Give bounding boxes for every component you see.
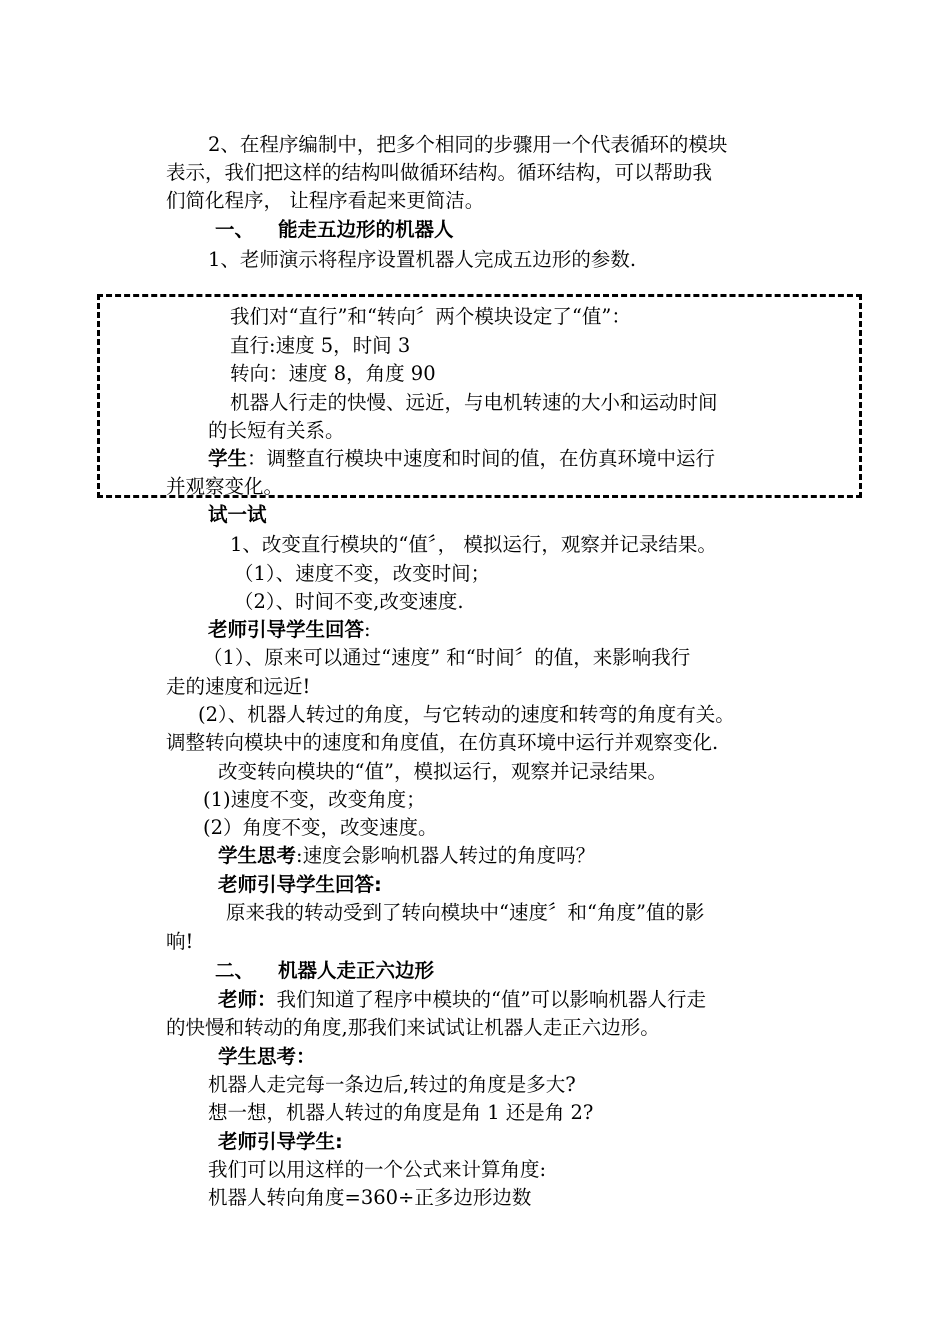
think-label: 学生思考 xyxy=(218,844,297,867)
paragraph-line: (2）、机器人转过的角度，与它转动的速度和转弯的角度有关。 xyxy=(198,703,735,726)
think-line xyxy=(218,843,595,869)
box-line xyxy=(208,446,715,472)
box-line: 机器人行走的快慢、远近，与电机转速的大小和运动时间 xyxy=(230,391,718,414)
paragraph-line: 调整转向模块中的速度和角度值，在仿真环境中运行并观察变化. xyxy=(166,731,719,754)
paragraph-line: （1）、原来可以通过“速度” 和“时间〞的值，来影响我行 xyxy=(203,646,691,669)
think-heading: 学生思考： xyxy=(218,1045,316,1068)
paragraph-line: (1)速度不变，改变角度； xyxy=(203,788,426,811)
section-heading-number: 一、 xyxy=(215,218,255,241)
teacher-text: 我们知道了程序中模块的“值”可以影响机器人行走 xyxy=(276,988,706,1011)
paragraph-line: 走的速度和远近! xyxy=(166,675,311,698)
guide-heading-colon: : xyxy=(364,618,371,641)
paragraph-line: 原来我的转动受到了转向模块中“速度〞和“角度”值的影 xyxy=(226,901,705,924)
paragraph-line: 机器人走完每一条边后,转过的角度是多大? xyxy=(208,1073,576,1096)
box-line-text: ：调整直行模块中速度和时间的值，在仿真环境中运行 xyxy=(247,447,716,470)
paragraph-line: 1、老师演示将程序设置机器人完成五边形的参数. xyxy=(208,248,637,271)
guide-heading xyxy=(208,617,371,643)
formula-line: 机器人转向角度=360÷正多边形边数 xyxy=(208,1186,532,1209)
guide-heading: 老师引导学生: xyxy=(218,1130,343,1153)
teacher-label: 老师： xyxy=(218,988,277,1011)
think-text: :速度会影响机器人转过的角度吗？ xyxy=(296,844,596,867)
guide-heading: 老师引导学生回答: xyxy=(218,873,382,896)
box-line: 直行:速度 5，时间 3 xyxy=(230,334,411,357)
paragraph-line: 的快慢和转动的角度,那我们来试试让机器人走正六边形。 xyxy=(166,1016,660,1039)
box-line: 转向：速度 8，角度 90 xyxy=(230,362,436,385)
paragraph-line: 改变转向模块的“值”，模拟运行，观察并记录结果。 xyxy=(218,760,667,783)
try-heading: 试一试 xyxy=(208,503,267,526)
section-heading: 能走五边形的机器人 xyxy=(278,218,454,241)
paragraph-line: 1、改变直行模块的“值〞， 模拟运行，观察并记录结果。 xyxy=(230,533,717,556)
student-label: 学生 xyxy=(208,447,248,470)
box-line: 并观察变化。 xyxy=(166,475,284,498)
paragraph-line: 想一想，机器人转过的角度是角 1 还是角 2? xyxy=(208,1101,594,1124)
paragraph-line: 2、在程序编制中，把多个相同的步骤用一个代表循环的模块 xyxy=(208,133,728,156)
paragraph-line: 表示，我们把这样的结构叫做循环结构。循环结构，可以帮助我 xyxy=(166,161,713,184)
section-heading: 机器人走正六边形 xyxy=(278,959,435,982)
paragraph-line: 响! xyxy=(166,930,194,953)
box-line: 的长短有关系。 xyxy=(208,419,345,442)
paragraph-line: （1）、速度不变，改变时间； xyxy=(234,562,491,585)
paragraph-line: （2）、时间不变,改变速度. xyxy=(234,590,464,613)
paragraph-line: 们简化程序， 让程序看起来更简洁。 xyxy=(166,189,485,212)
teacher-line xyxy=(218,987,706,1013)
paragraph-line: (2）角度不变，改变速度。 xyxy=(203,816,438,839)
section-heading-number: 二、 xyxy=(215,959,255,982)
guide-heading-text: 老师引导学生回答 xyxy=(208,618,365,641)
box-line: 我们对“直行”和“转向〞两个模块设定了“值”： xyxy=(230,305,631,328)
paragraph-line: 我们可以用这样的一个公式来计算角度: xyxy=(208,1158,547,1181)
